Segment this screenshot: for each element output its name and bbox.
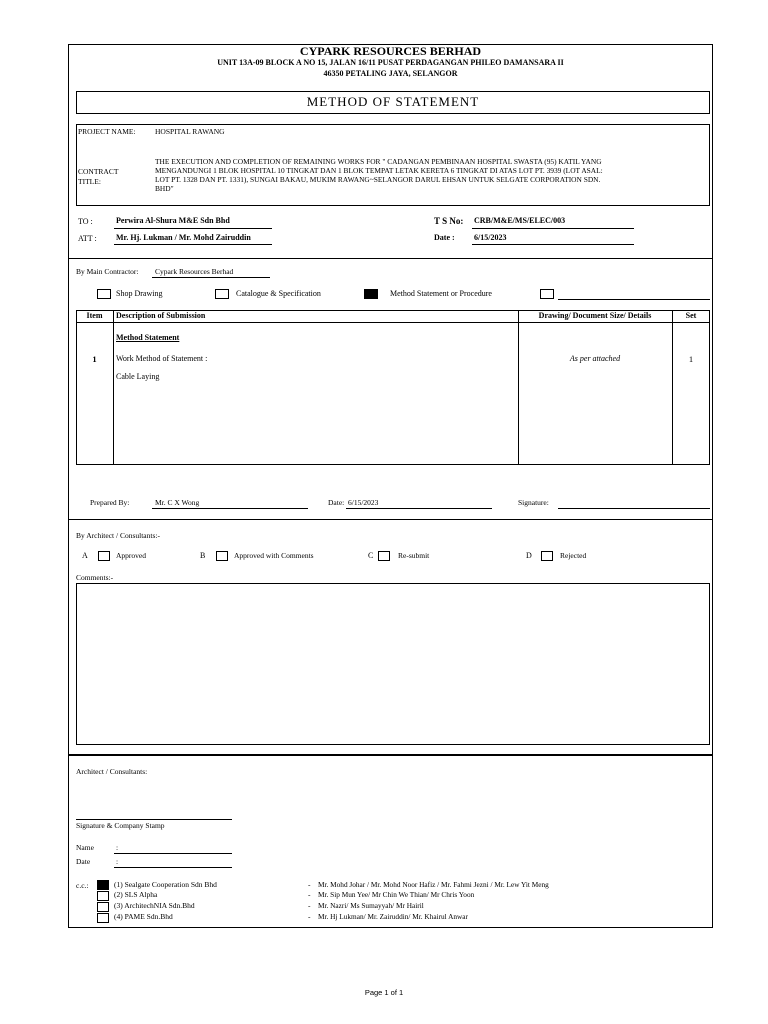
- company-address-line1: UNIT 13A-09 BLOCK A NO 15, JALAN 16/11 PUSAT PERDAGANGAN PHILEO DAMANSARA II: [217, 58, 564, 67]
- main-contractor-label: By Main Contractor:: [76, 267, 139, 276]
- project-name-value: HOSPITAL RAWANG: [155, 127, 225, 136]
- att-label: ATT :: [78, 234, 97, 243]
- shop-drawing-checkbox[interactable]: [97, 289, 111, 299]
- cc-1-persons: Mr. Mohd Johar / Mr. Mohd Noor Hafiz / Mr. Fahmi Jezni / Mr. Lew Yit Meng: [318, 880, 549, 889]
- approved-letter: A: [82, 551, 88, 560]
- section-title: Method Statement: [116, 333, 180, 342]
- cc-1-checkbox[interactable]: [97, 880, 109, 890]
- row-desc-line1: Work Method of Statement :: [116, 354, 208, 363]
- cc-4-dash: -: [308, 912, 311, 921]
- date-footer-colon: :: [116, 857, 119, 866]
- main-contractor-underline: [152, 277, 270, 278]
- catalogue-label: Catalogue & Specification: [236, 289, 321, 298]
- prepared-by-value: Mr. C X Wong: [155, 498, 200, 507]
- contract-label: CONTRACT: [78, 167, 119, 176]
- approved-label: Approved: [116, 551, 146, 560]
- to-underline: [114, 228, 272, 229]
- method-statement-checkbox[interactable]: [364, 289, 378, 299]
- table-col-divider: [113, 310, 114, 465]
- date-underline: [472, 244, 634, 245]
- header-drawing: Drawing/ Document Size/ Details: [538, 311, 652, 320]
- cc-4-company: (4) PAME Sdn.Bhd: [114, 912, 173, 921]
- contract-title-line3: LOT PT. 1328 DAN PT. 1331), SUNGAI BAKAU, MUKIM RAWANG~SELANGOR DARUL EHSAN UNTUK SELGATE CORPORATION SDN.: [155, 175, 601, 184]
- project-name-label: PROJECT NAME:: [78, 127, 136, 136]
- cc-3-persons: Mr. Nazri/ Ms Sumayyah/ Mr Hairil: [318, 901, 424, 910]
- cc-3-checkbox[interactable]: [97, 902, 109, 912]
- cc-2-persons: Mr. Sip Mun Yee/ Mr Chin We Thian/ Mr Chris Yoon: [318, 890, 475, 899]
- cc-1-dash: -: [308, 880, 311, 889]
- cc-2-checkbox[interactable]: [97, 891, 109, 901]
- header-set: Set: [685, 311, 697, 320]
- table-col-divider: [672, 310, 673, 465]
- section-divider: [68, 754, 713, 756]
- contract-title-line2: MENGANDUNGI 1 BLOK HOSPITAL 10 TINGKAT DAN 1 BLOK TEMPAT LETAK KERETA 6 TINGKAT DI ATAS LOT PT. 3939 (LOT ASAL:: [155, 166, 603, 175]
- to-label: TO :: [78, 217, 93, 226]
- cc-1-company: (1) Sealgate Cooperation Sdn Bhd: [114, 880, 217, 889]
- row-set: 1: [688, 354, 694, 364]
- prepared-by-underline: [152, 508, 308, 509]
- shop-drawing-label: Shop Drawing: [116, 289, 163, 298]
- cc-3-company: (3) ArchitechNIA Sdn.Bhd: [114, 901, 195, 910]
- date-label: Date :: [434, 233, 455, 242]
- table-col-divider: [518, 310, 519, 465]
- ts-label: T S No:: [434, 216, 464, 226]
- main-contractor-value: Cypark Resources Berhad: [155, 267, 234, 276]
- resubmit-label: Re-submit: [398, 551, 430, 560]
- comments-box[interactable]: [76, 583, 710, 745]
- prepared-by-label: Prepared By:: [90, 498, 130, 507]
- date-value: 6/15/2023: [474, 233, 507, 242]
- rejected-checkbox[interactable]: [541, 551, 553, 561]
- cc-2-dash: -: [308, 890, 311, 899]
- comments-label: Comments:-: [76, 573, 114, 582]
- att-underline: [114, 244, 272, 245]
- section-divider: [68, 519, 713, 520]
- row-item: 1: [92, 354, 97, 364]
- date-footer-label: Date: [76, 857, 91, 866]
- company-name: CYPARK RESOURCES BERHAD: [299, 44, 482, 58]
- header-item: Item: [86, 311, 103, 320]
- to-value: Perwira Al-Shura M&E Sdn Bhd: [116, 216, 230, 225]
- contract-title-label: TITLE:: [78, 177, 101, 186]
- header-description: Description of Submission: [116, 311, 206, 320]
- att-value: Mr. Hj. Lukman / Mr. Mohd Zairuddin: [116, 233, 251, 242]
- ts-value: CRB/M&E/MS/ELEC/003: [474, 216, 566, 225]
- approved-comments-label: Approved with Comments: [234, 551, 314, 560]
- approved-checkbox[interactable]: [98, 551, 110, 561]
- approved-comments-letter: B: [200, 551, 206, 560]
- stamp-line: [76, 819, 232, 820]
- cc-4-persons: Mr. Hj Lukman/ Mr. Zairuddin/ Mr. Khairul Anwar: [318, 912, 468, 921]
- date-footer-underline: [114, 867, 232, 868]
- rejected-letter: D: [526, 551, 532, 560]
- signature-label: Signature:: [518, 498, 549, 507]
- name-underline: [114, 853, 232, 854]
- section-divider: [68, 258, 713, 259]
- cc-3-dash: -: [308, 901, 311, 910]
- consultants-label: Architect / Consultants:: [76, 767, 148, 776]
- row-drawing: As per attached: [569, 354, 621, 363]
- company-address-line2: 46350 PETALING JAYA, SELANGOR: [323, 69, 458, 78]
- stamp-label: Signature & Company Stamp: [76, 821, 165, 830]
- cc-label: c.c.:: [76, 881, 89, 890]
- method-statement-label: Method Statement or Procedure: [390, 289, 492, 298]
- ts-underline: [472, 228, 634, 229]
- prepared-date-value: 6/15/2023: [348, 498, 379, 507]
- row-desc-line2: Cable Laying: [116, 372, 160, 381]
- rejected-label: Rejected: [560, 551, 587, 560]
- table-header-line: [76, 322, 710, 323]
- approved-comments-checkbox[interactable]: [216, 551, 228, 561]
- contract-title-line4: BHD": [155, 184, 174, 193]
- signature-underline: [558, 508, 710, 509]
- other-checkbox[interactable]: [540, 289, 554, 299]
- cc-2-company: (2) SLS Alpha: [114, 890, 158, 899]
- resubmit-checkbox[interactable]: [378, 551, 390, 561]
- prepared-date-label: Date:: [328, 498, 345, 507]
- contract-title-line1: THE EXECUTION AND COMPLETION OF REMAINING WORKS FOR " CADANGAN PEMBINAAN HOSPITAL SWASTA (95) KATIL YANG: [155, 157, 602, 166]
- catalogue-checkbox[interactable]: [215, 289, 229, 299]
- page-title: METHOD OF STATEMENT: [306, 94, 480, 109]
- resubmit-letter: C: [368, 551, 374, 560]
- name-label: Name: [76, 843, 94, 852]
- other-underline: [558, 299, 710, 300]
- cc-4-checkbox[interactable]: [97, 913, 109, 923]
- prepared-date-underline: [346, 508, 492, 509]
- name-colon: :: [116, 843, 119, 852]
- page-number: Page 1 of 1: [364, 988, 404, 997]
- architect-label: By Architect / Consultants:-: [76, 531, 160, 540]
